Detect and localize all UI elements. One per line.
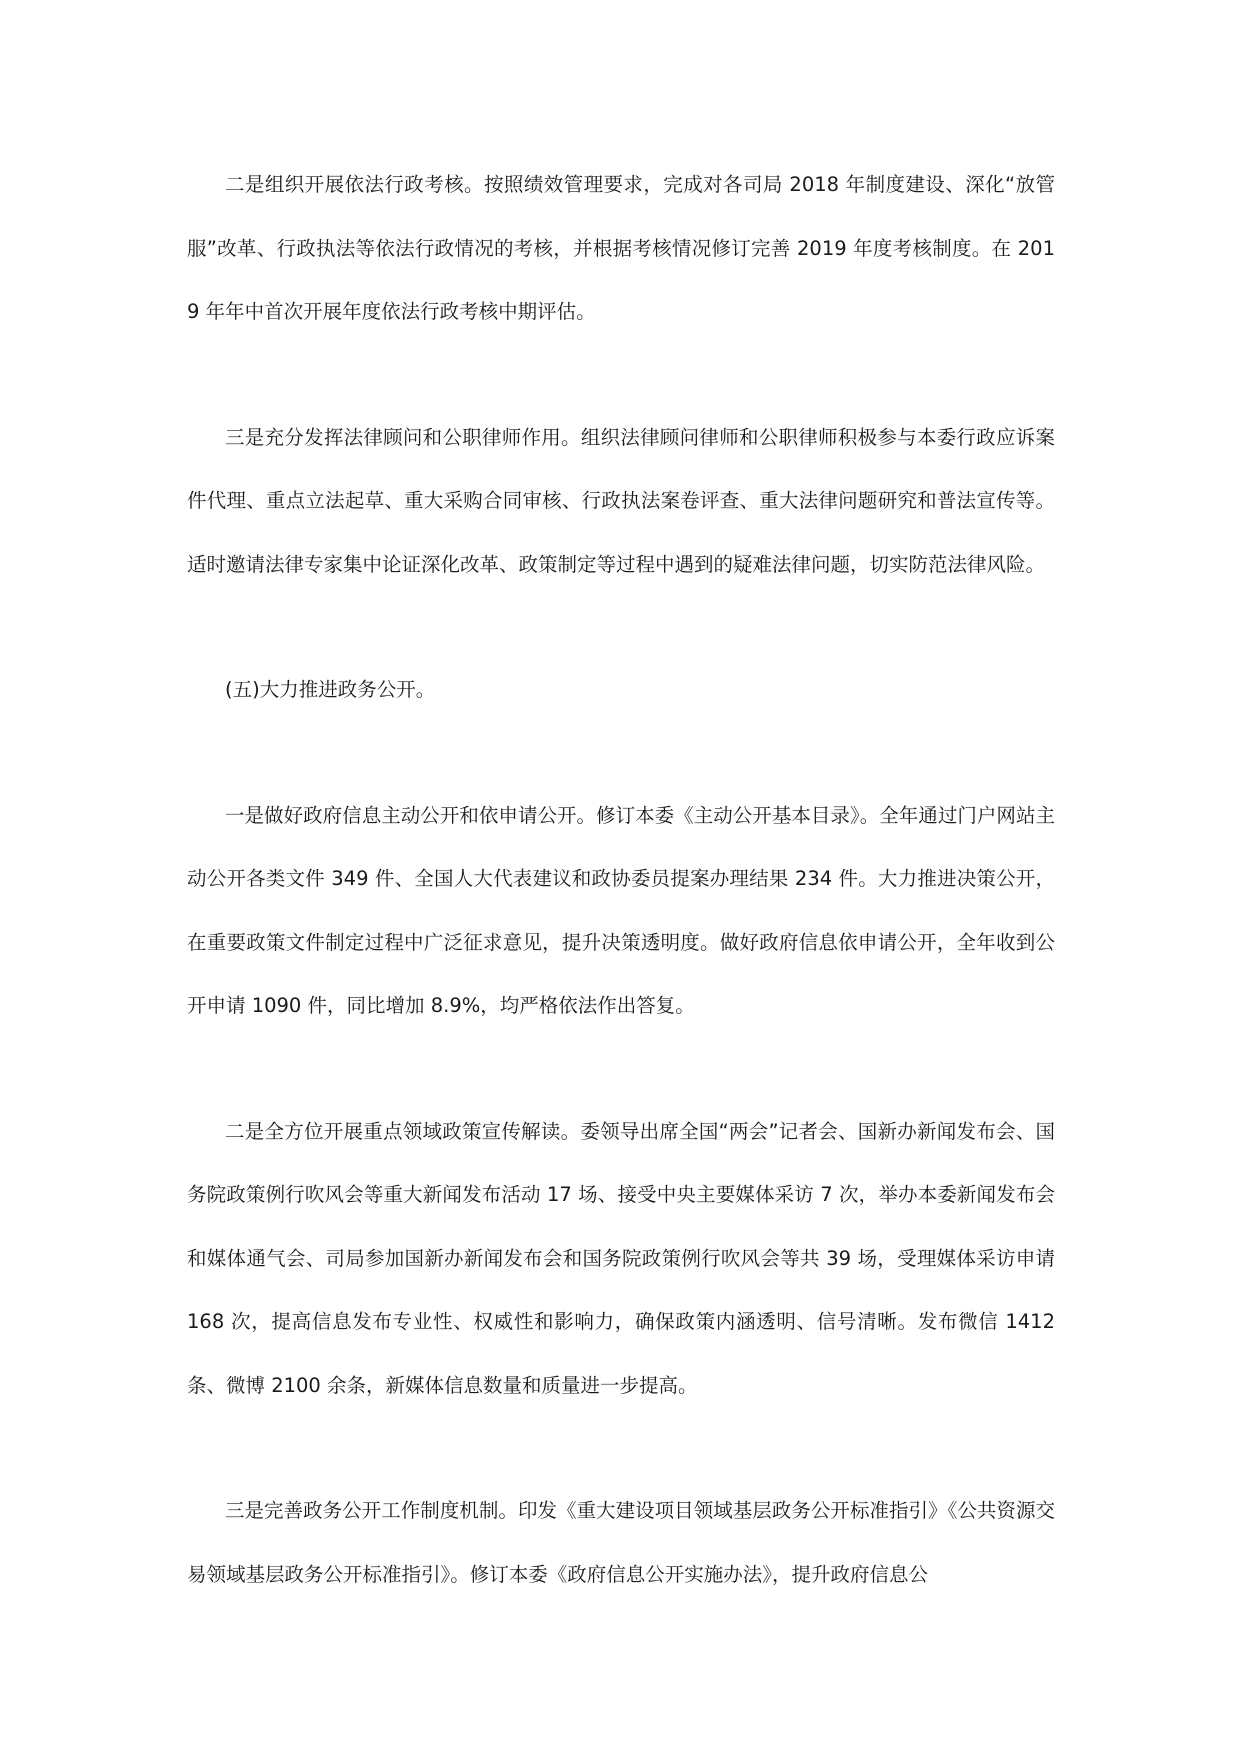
section-heading-government-affairs-openness: (五)大力推进政务公开。 [225, 678, 436, 701]
document-body [187, 153, 1055, 1668]
paragraph-legal-advisors: 三是充分发挥法律顾问和公职律师作用。组织法律顾问律师和公职律师积极参与本委行政应诉案件代理、重点立法起草、重大采购合同审核、行政执法案卷评查、重大法律问题研究和普法宣传等。适时邀请法律专家集中论证深化改革、政策制定等过程中遇到的疑难法律问题，切实防范法律风险。 [187, 425, 1055, 576]
paragraph-information-disclosure: 一是做好政府信息主动公开和依申请公开。修订本委《主动公开基本目录》。全年通过门户网站主动公开各类文件 349 件、全国人大代表建议和政协委员提案办理结果 234 件。大力推进决策公开，在重要政策文件制定过程中广泛征求意见，提升决策透明度。做好政府信息依申请公开，全年收到公开申请 1090 件，同比增加 8.9%，均严格依法作出答复。 [187, 803, 1055, 1017]
paragraph-system-mechanism: 三是完善政务公开工作制度机制。印发《重大建设项目领域基层政务公开标准指引》《公共资源交易领域基层政务公开标准指引》。修订本委《政府信息公开实施办法》，提升政府信息公 [187, 1499, 1055, 1586]
paragraph-policy-publicity: 二是全方位开展重点领域政策宣传解读。委领导出席全国“两会”记者会、国新办新闻发布会、国务院政策例行吹风会等重大新闻发布活动 17 场、接受中央主要媒体采访 7 次，举办本委新闻发布会和媒体通气会、司局参加国新办新闻发布会和国务院政策例行吹风会等共 39 场，受理媒体采访申请 168 次，提高信息发布专业性、权威性和影响力，确保政策内涵透明、信号清晰。发布微信 1412 条、微博 2100 余条，新媒体信息数量和质量进一步提高。 [187, 1119, 1055, 1397]
paragraph-administrative-assessment: 二是组织开展依法行政考核。按照绩效管理要求，完成对各司局 2018 年制度建设、深化“放管服”改革、行政执法等依法行政情况的考核，并根据考核情况修订完善 2019 年度考核制度。在 2019 年年中首次开展年度依法行政考核中期评估。 [187, 173, 1055, 323]
